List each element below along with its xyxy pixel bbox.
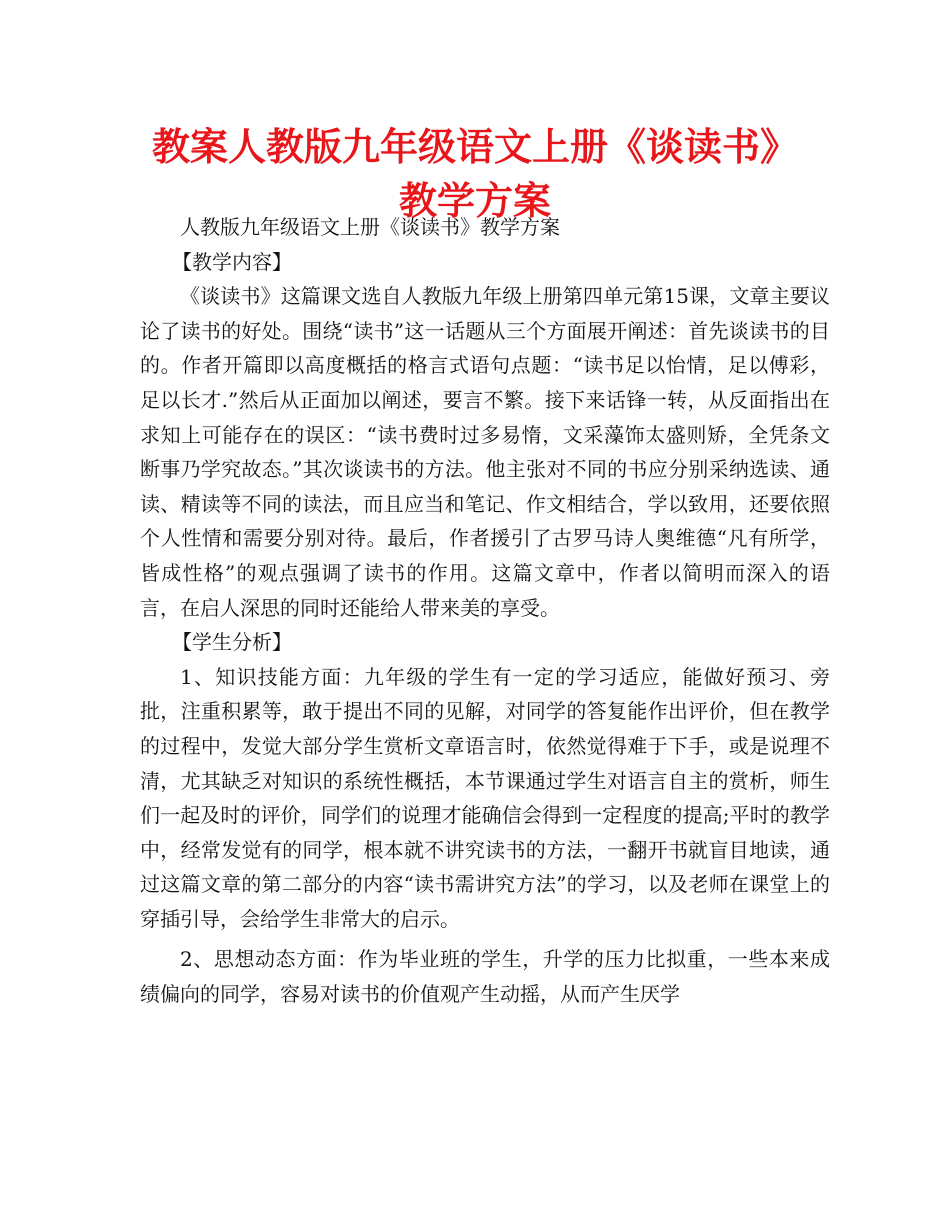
section-heading-content: 【教学内容】 (172, 249, 292, 274)
document-body (140, 210, 830, 1012)
section-heading-students: 【学生分析】 (172, 630, 292, 655)
document-title: 教案人教版九年级语文上册《谈读书》教学方案 (151, 125, 798, 223)
content-paragraph: 《谈读书》这篇课文选自人教版九年级上册第四单元第15课，文章主要议论了读书的好处。围绕“读书”这一话题从三个方面展开阐述：首先谈读书的目的。作者开篇即以高度概括的格言式语句点题：“读书足以怡情，足以傅彩，足以长才.”然后从正面加以阐述，要言不繁。接下来话锋一转，从反面指出在求知上可能存在的误区：“读书费时过多易惰，文采藻饰太盛则矫，全凭条文断事乃学究故态。”其次谈读书的方法。他主张对不同的书应分别采纳选读、通读、精读等不同的读法，而且应当和笔记、作文相结合，学以致用，还要依照个人性情和需要分别对待。最后，作者援引了古罗马诗人奥维德“凡有所学，皆成性格”的观点强调了读书的作用。这篇文章中，作者以简明而深入的语言，在启人深思的同时还能给人带来美的享受。 (140, 284, 830, 620)
students-paragraph-2: 2、思想动态方面：作为毕业班的学生，升学的压力比拟重，一些本来成绩偏向的同学，容易对读书的价值观产生动摇，从而产生厌学 (140, 947, 830, 1007)
students-paragraph-1: 1、知识技能方面：九年级的学生有一定的学习适应，能做好预习、旁批，注重积累等，敢于提出不同的见解，对同学的答复能作出评价，但在教学的过程中，发觉大部分学生赏析文章语言时，依然觉得难于下手，或是说理不清，尤其缺乏对知识的系统性概括，本节课通过学生对语言自主的赏析，师生们一起及时的评价，同学们的说理才能确信会得到一定程度的提高;平时的教学中，经常发觉有的同学，根本就不讲究读书的方法，一翻开书就盲目地读，通过这篇文章的第二部分的内容“读书需讲究方法”的学习，以及老师在课堂上的穿插引导，会给学生非常大的启示。 (140, 664, 830, 931)
document-subtitle: 人教版九年级语文上册《谈读书》教学方案 (180, 215, 560, 239)
